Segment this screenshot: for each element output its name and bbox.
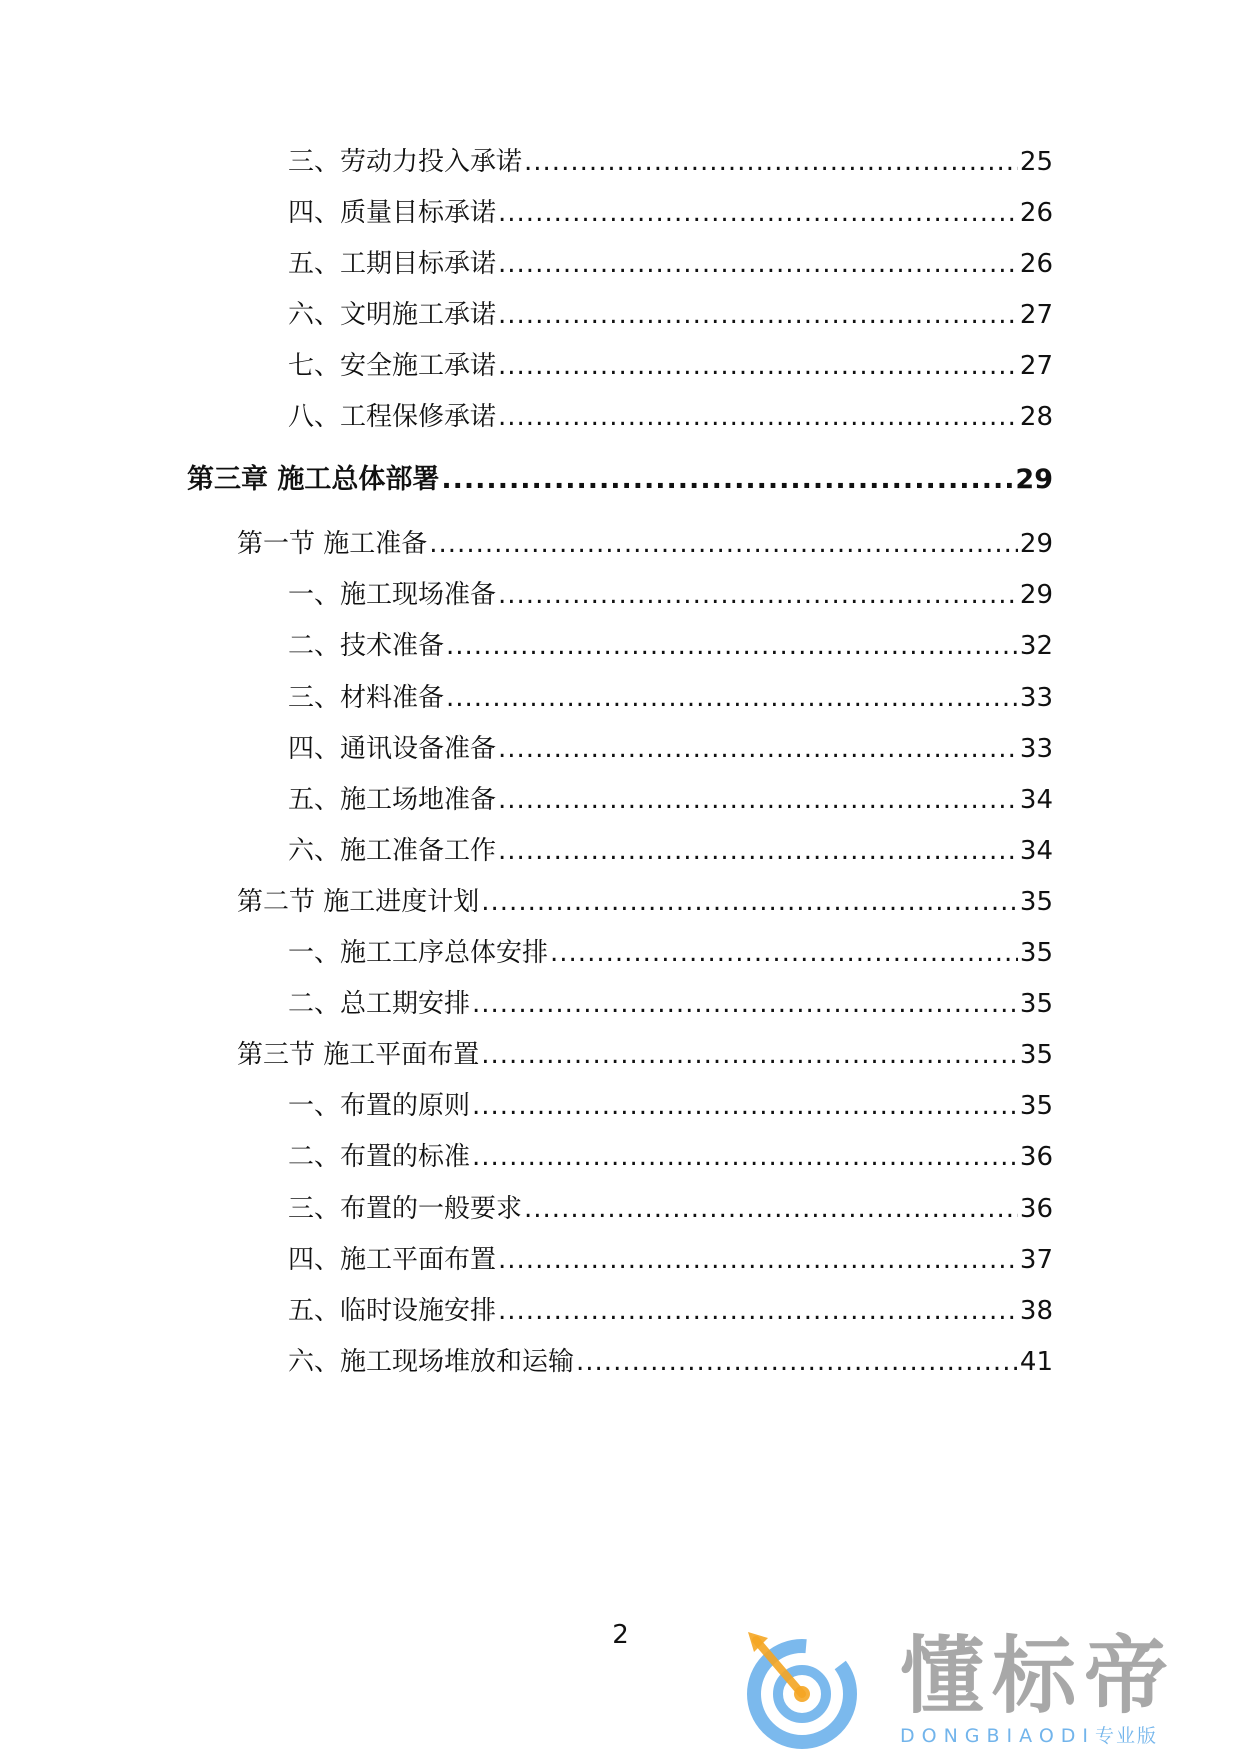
toc-entry[interactable] [288,1243,1053,1277]
toc-entry-title: 六、施工现场堆放和运输 [288,1347,575,1377]
toc-entry-page: 26 [1019,198,1053,228]
toc-leader-dots [498,732,1018,766]
toc-entry-page: 34 [1019,836,1053,866]
toc-section-title: 第三节 施工平面布置 [237,1040,480,1070]
toc-section-title: 第二节 施工进度计划 [237,887,480,917]
toc-leader-dots [524,1192,1018,1226]
toc-entry-title: 一、布置的原则 [288,1091,471,1121]
toc-chapter-page: 29 [1015,464,1053,495]
toc-entry[interactable] [288,1140,1053,1174]
toc-leader-dots [481,1038,1018,1072]
toc-section-entry[interactable] [237,527,1053,561]
toc-entry[interactable] [288,349,1053,383]
toc-entry[interactable] [288,578,1053,612]
toc-entry-title: 一、施工工序总体安排 [288,938,549,968]
toc-section-entry[interactable] [237,885,1053,919]
toc-entry[interactable] [288,1089,1053,1123]
toc-entry[interactable] [288,834,1053,868]
toc-entry-title: 二、技术准备 [288,631,445,661]
toc-entry[interactable] [288,1294,1053,1328]
toc-leader-dots [576,1345,1018,1379]
toc-entry-title: 四、通讯设备准备 [288,734,497,764]
toc-leader-dots [429,527,1018,561]
toc-leader-dots [498,578,1018,612]
toc-entry-title: 四、质量目标承诺 [288,198,497,228]
toc-leader-dots [498,298,1018,332]
toc-section-entry[interactable] [237,1038,1053,1072]
toc-entry-page: 35 [1019,1091,1053,1121]
toc-leader-dots [498,400,1018,434]
toc-leader-dots [498,1243,1018,1277]
toc-leader-dots [472,987,1018,1021]
toc-entry-page: 27 [1019,300,1053,330]
toc-leader-dots [446,629,1018,663]
toc-section-page: 29 [1019,529,1053,559]
toc-entry[interactable] [288,1345,1053,1379]
toc-entry[interactable] [288,629,1053,663]
toc-leader-dots [498,1294,1018,1328]
toc-entry-page: 27 [1019,351,1053,381]
watermark-latin: DONGBIAODI [900,1725,1096,1747]
toc-entry-title: 七、安全施工承诺 [288,351,497,381]
toc-entry-title: 五、施工场地准备 [288,785,497,815]
toc-entry[interactable] [288,1192,1053,1226]
toc-entry[interactable] [288,196,1053,230]
target-logo-icon [740,1630,870,1754]
toc-leader-dots [550,936,1018,970]
watermark-brand-text: 懂标帝 [900,1627,1177,1725]
toc-section-title: 第一节 施工准备 [237,529,428,559]
toc-entry-page: 34 [1019,785,1053,815]
toc-entry-title: 一、施工现场准备 [288,580,497,610]
page-number: 2 [612,1620,629,1650]
toc-leader-dots [524,145,1018,179]
brand-watermark [740,1627,1220,1750]
toc-entry[interactable] [288,681,1053,715]
toc-entry-title: 五、临时设施安排 [288,1296,497,1326]
toc-entry-page: 35 [1019,989,1053,1019]
toc-entry-title: 八、工程保修承诺 [288,402,497,432]
toc-leader-dots [472,1140,1018,1174]
toc-entry[interactable] [288,298,1053,332]
toc-entry-page: 41 [1019,1347,1053,1377]
toc-leader-dots [441,463,1013,497]
toc-entry-title: 三、材料准备 [288,683,445,713]
toc-entry-title: 二、布置的标准 [288,1142,471,1172]
toc-entry-page: 35 [1019,938,1053,968]
watermark-subtitle [900,1724,1158,1748]
toc-entry-title: 六、文明施工承诺 [288,300,497,330]
toc-entry-page: 28 [1019,402,1053,432]
toc-leader-dots [498,349,1018,383]
toc-entry-title: 四、施工平面布置 [288,1245,497,1275]
toc-entry[interactable] [288,987,1053,1021]
toc-entry-page: 36 [1019,1142,1053,1172]
toc-entry-page: 26 [1019,249,1053,279]
toc-leader-dots [498,783,1018,817]
toc-entry-page: 33 [1019,683,1053,713]
toc-entry-title: 三、劳动力投入承诺 [288,147,523,177]
toc-entry-page: 29 [1019,580,1053,610]
toc-entry[interactable] [288,732,1053,766]
toc-section-page: 35 [1019,1040,1053,1070]
toc-entry[interactable] [288,247,1053,281]
toc-entry-page: 38 [1019,1296,1053,1326]
toc-entry[interactable] [288,145,1053,179]
toc-entry-title: 六、施工准备工作 [288,836,497,866]
toc-section-page: 35 [1019,887,1053,917]
toc-entry[interactable] [288,400,1053,434]
toc-leader-dots [481,885,1018,919]
toc-leader-dots [498,196,1018,230]
toc-leader-dots [498,247,1018,281]
toc-chapter-title: 第三章 施工总体部署 [187,464,440,495]
toc-leader-dots [498,834,1018,868]
toc-chapter-entry[interactable] [187,463,1053,497]
toc-entry-title: 二、总工期安排 [288,989,471,1019]
toc-entry-page: 33 [1019,734,1053,764]
toc-leader-dots [446,681,1018,715]
toc-entry-page: 32 [1019,631,1053,661]
toc-leader-dots [472,1089,1018,1123]
toc-entry[interactable] [288,783,1053,817]
toc-entry-title: 五、工期目标承诺 [288,249,497,279]
toc-entry-title: 三、布置的一般要求 [288,1194,523,1224]
toc-entry-page: 37 [1019,1245,1053,1275]
watermark-edition: 专业版 [1095,1725,1159,1747]
toc-entry-page: 36 [1019,1194,1053,1224]
toc-entry[interactable] [288,936,1053,970]
toc-entry-page: 25 [1019,147,1053,177]
